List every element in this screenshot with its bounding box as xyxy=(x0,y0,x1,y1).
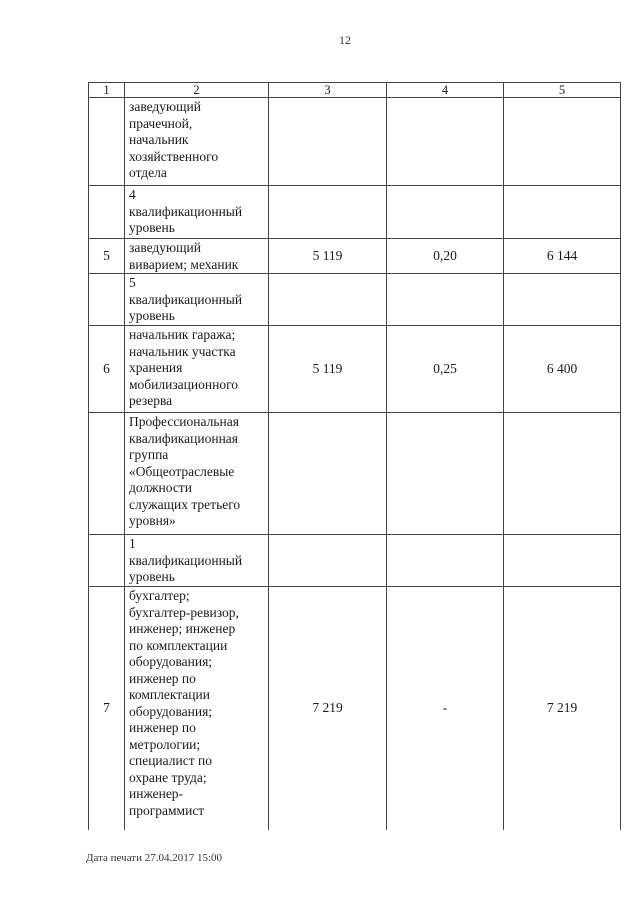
position-name-text: 5 квалификационный уровень xyxy=(129,275,243,323)
position-name-text: 4 квалификационный уровень xyxy=(129,187,243,235)
salary-total: 7 219 xyxy=(504,587,621,830)
print-date: Дата печати 27.04.2017 15:00 xyxy=(86,852,223,864)
position-name-text: 1 квалификационный уровень xyxy=(129,536,243,584)
salary-total: 6 144 xyxy=(504,239,621,274)
position-name-text: начальник гаража; начальник участка хранения мобилизационного резерва xyxy=(129,327,239,408)
row-number xyxy=(89,413,125,535)
base-salary xyxy=(269,98,387,186)
position-name xyxy=(125,98,269,186)
header-cell-5: 5 xyxy=(504,83,621,98)
coefficient: 0,20 xyxy=(387,239,504,274)
base-salary: 5 119 xyxy=(269,239,387,274)
coefficient xyxy=(387,413,504,535)
table-row xyxy=(89,587,621,830)
table-row xyxy=(89,413,621,535)
row-number xyxy=(89,186,125,239)
position-name-text: Профессиональная квалификационная группа «Общеотраслевые должности служащих третьего уровня» xyxy=(129,414,241,528)
table-row xyxy=(89,326,621,413)
salary-total xyxy=(504,535,621,587)
position-name xyxy=(125,326,269,413)
header-cell-2: 2 xyxy=(125,83,269,98)
header-cell-1: 1 xyxy=(89,83,125,98)
table-row xyxy=(89,535,621,587)
position-name xyxy=(125,535,269,587)
coefficient: 0,25 xyxy=(387,326,504,413)
position-name xyxy=(125,274,269,326)
header-cell-3: 3 xyxy=(269,83,387,98)
position-name xyxy=(125,186,269,239)
base-salary xyxy=(269,274,387,326)
table-row xyxy=(89,186,621,239)
coefficient xyxy=(387,535,504,587)
table-row xyxy=(89,239,621,274)
coefficient: - xyxy=(387,587,504,830)
salary-total xyxy=(504,98,621,186)
position-name-text: заведующий прачечной, начальник хозяйственного отдела xyxy=(129,99,219,180)
position-name xyxy=(125,413,269,535)
page-number: 12 xyxy=(339,33,351,47)
salary-total xyxy=(504,186,621,239)
table-row xyxy=(89,98,621,186)
position-name-text: заведующий виварием; механик xyxy=(129,240,239,272)
position-name xyxy=(125,239,269,274)
position-name xyxy=(125,587,269,830)
row-number xyxy=(89,535,125,587)
header-cell-4: 4 xyxy=(387,83,504,98)
base-salary xyxy=(269,535,387,587)
base-salary: 7 219 xyxy=(269,587,387,830)
coefficient xyxy=(387,274,504,326)
base-salary xyxy=(269,186,387,239)
base-salary xyxy=(269,413,387,535)
table-header-row xyxy=(89,83,621,98)
position-name-text: бухгалтер; бухгалтер-ревизор, инженер; инженер по комплектации оборудования; инженер по комплектации оборудования; инженер по метрологии; специалист по охране труда; инженер- программист xyxy=(129,588,239,818)
salary-table xyxy=(88,82,621,830)
coefficient xyxy=(387,98,504,186)
coefficient xyxy=(387,186,504,239)
salary-total xyxy=(504,274,621,326)
salary-total: 6 400 xyxy=(504,326,621,413)
row-number xyxy=(89,274,125,326)
row-number: 6 xyxy=(89,326,125,413)
row-number: 7 xyxy=(89,587,125,830)
row-number: 5 xyxy=(89,239,125,274)
base-salary: 5 119 xyxy=(269,326,387,413)
table-row xyxy=(89,274,621,326)
row-number xyxy=(89,98,125,186)
salary-total xyxy=(504,413,621,535)
